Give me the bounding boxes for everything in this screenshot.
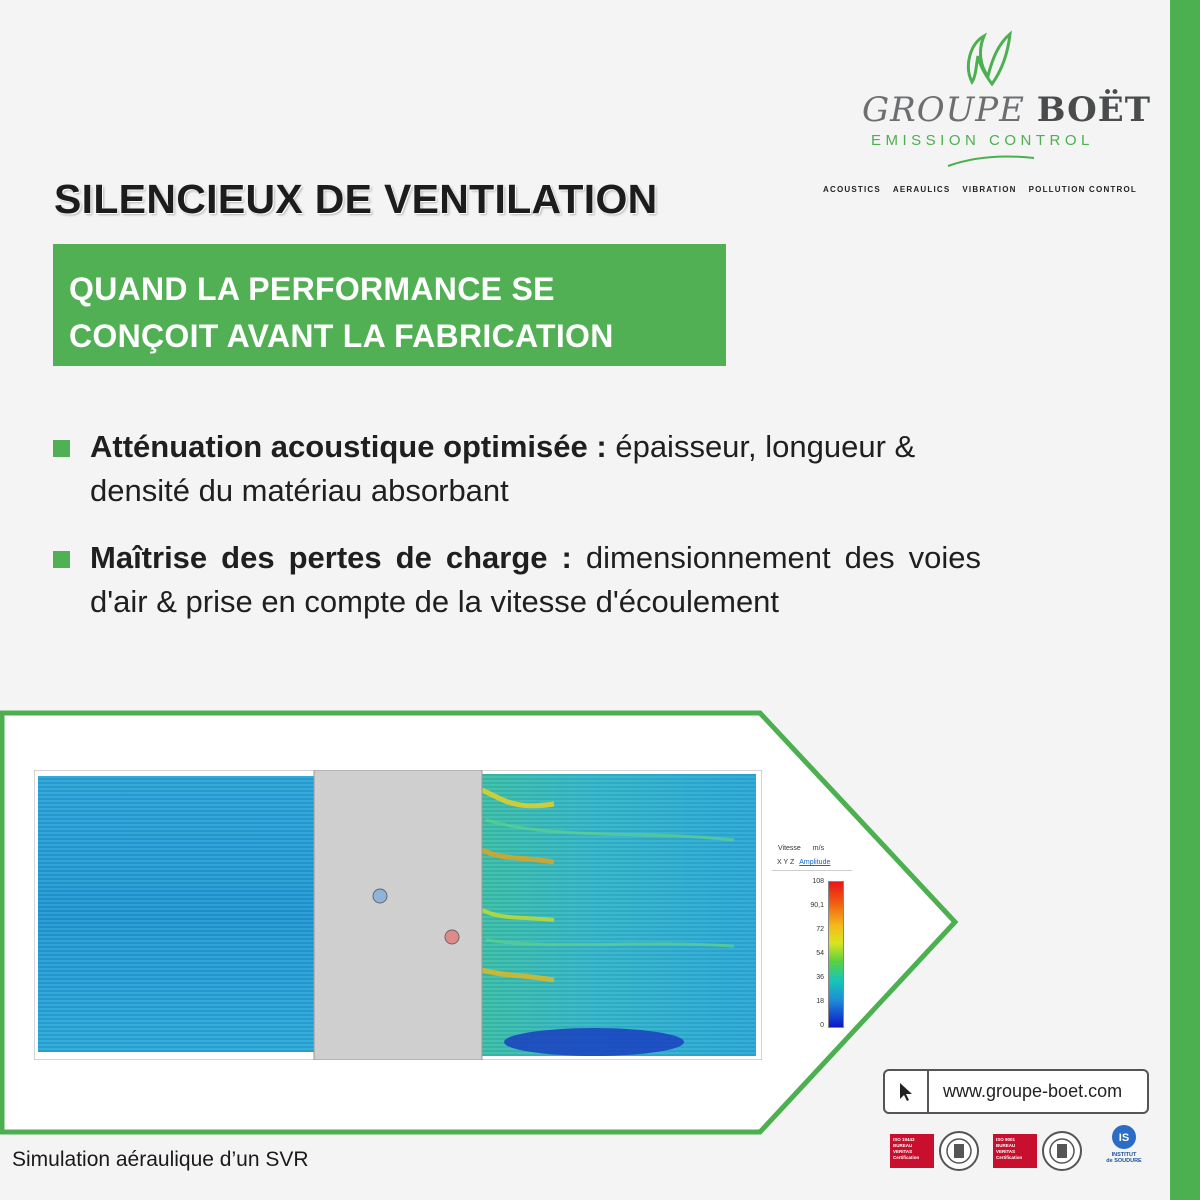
feature-list xyxy=(53,425,981,624)
cursor-arrow-icon xyxy=(885,1071,929,1112)
legend-tick: 108 xyxy=(812,878,824,885)
simulation-caption: Simulation aéraulique d’un SVR xyxy=(12,1148,309,1171)
logo-name-bold: BOËT xyxy=(1036,90,1151,130)
legend-axis-z: Z xyxy=(790,859,795,866)
tag-vibration: VIBRATION xyxy=(962,185,1017,194)
bureau-veritas-seal-icon xyxy=(1040,1130,1084,1172)
bullet-square-icon xyxy=(53,440,70,457)
svg-text:IS: IS xyxy=(1118,1132,1130,1144)
velocity-legend xyxy=(772,844,852,1039)
subtitle-banner xyxy=(53,244,726,366)
logo-name-light: GROUPE xyxy=(862,90,1025,130)
bullet-square-icon xyxy=(53,551,70,568)
website-link[interactable] xyxy=(883,1069,1149,1114)
feature-item xyxy=(53,536,981,624)
subtitle-line-1: QUAND LA PERFORMANCE SE xyxy=(69,271,555,307)
institut-soudure-badge xyxy=(1099,1124,1149,1176)
legend-axis-y: Y xyxy=(783,859,789,866)
tag-aeraulics: AERAULICS xyxy=(892,185,951,194)
cert-label: ISO 9001 BUREAU VERITAS Certification xyxy=(993,1134,1037,1168)
institut-soudure-label: INSTITUT de SOUDURE xyxy=(1106,1152,1142,1164)
logo-subtitle: EMISSION CONTROL xyxy=(871,132,1094,149)
website-url: www.groupe-boet.com xyxy=(943,1081,1123,1101)
company-logo xyxy=(823,28,1160,208)
subtitle-line-2: CONÇOIT AVANT LA FABRICATION xyxy=(69,318,614,354)
legend-tick: 72 xyxy=(816,926,824,933)
feature-heading: Maîtrise des pertes de charge : xyxy=(90,540,572,575)
legend-color-scale xyxy=(828,881,844,1028)
legend-tick: 90,1 xyxy=(810,902,824,909)
feature-text: dimensionnement des voies d'air & prise en compte de la vitesse d'écoulement xyxy=(90,540,982,619)
bureau-veritas-seal-icon xyxy=(937,1130,981,1172)
legend-tick: 54 xyxy=(816,950,824,957)
logo-wordmark xyxy=(862,90,1151,130)
right-accent-strip xyxy=(1170,0,1200,1200)
legend-tick: 18 xyxy=(816,998,824,1005)
tag-pollution-control: POLLUTION CONTROL xyxy=(1028,185,1138,194)
legend-axis-x: X xyxy=(777,859,782,866)
page-title: SILENCIEUX DE VENTILATION xyxy=(54,176,658,222)
institut-soudure-logo-icon xyxy=(1099,1124,1149,1152)
tag-acoustics: ACOUSTICS xyxy=(823,185,881,194)
airflow-simulation-image xyxy=(34,770,762,1060)
feature-text: épaisseur, longueur & densité du matériau absorbant xyxy=(90,429,916,508)
legend-header xyxy=(778,845,824,852)
logo-leaf-icon xyxy=(958,30,1018,86)
logo-swoosh-icon xyxy=(946,154,1036,168)
legend-divider xyxy=(772,870,852,871)
legend-axes xyxy=(777,859,830,866)
legend-unit: m/s xyxy=(812,845,825,852)
logo-tagline xyxy=(823,185,1137,194)
legend-mode: Amplitude xyxy=(799,859,831,866)
certification-badge-iso-9001 xyxy=(993,1130,1091,1172)
feature-heading: Atténuation acoustique optimisée : xyxy=(90,429,607,464)
feature-item xyxy=(53,425,981,513)
legend-tick: 36 xyxy=(816,974,824,981)
cert-label: ISO 19443 BUREAU VERITAS Certification xyxy=(890,1134,934,1168)
certification-badge-iso-19443 xyxy=(890,1130,988,1172)
legend-tick: 0 xyxy=(820,1022,824,1029)
legend-quantity: Vitesse xyxy=(778,845,801,852)
